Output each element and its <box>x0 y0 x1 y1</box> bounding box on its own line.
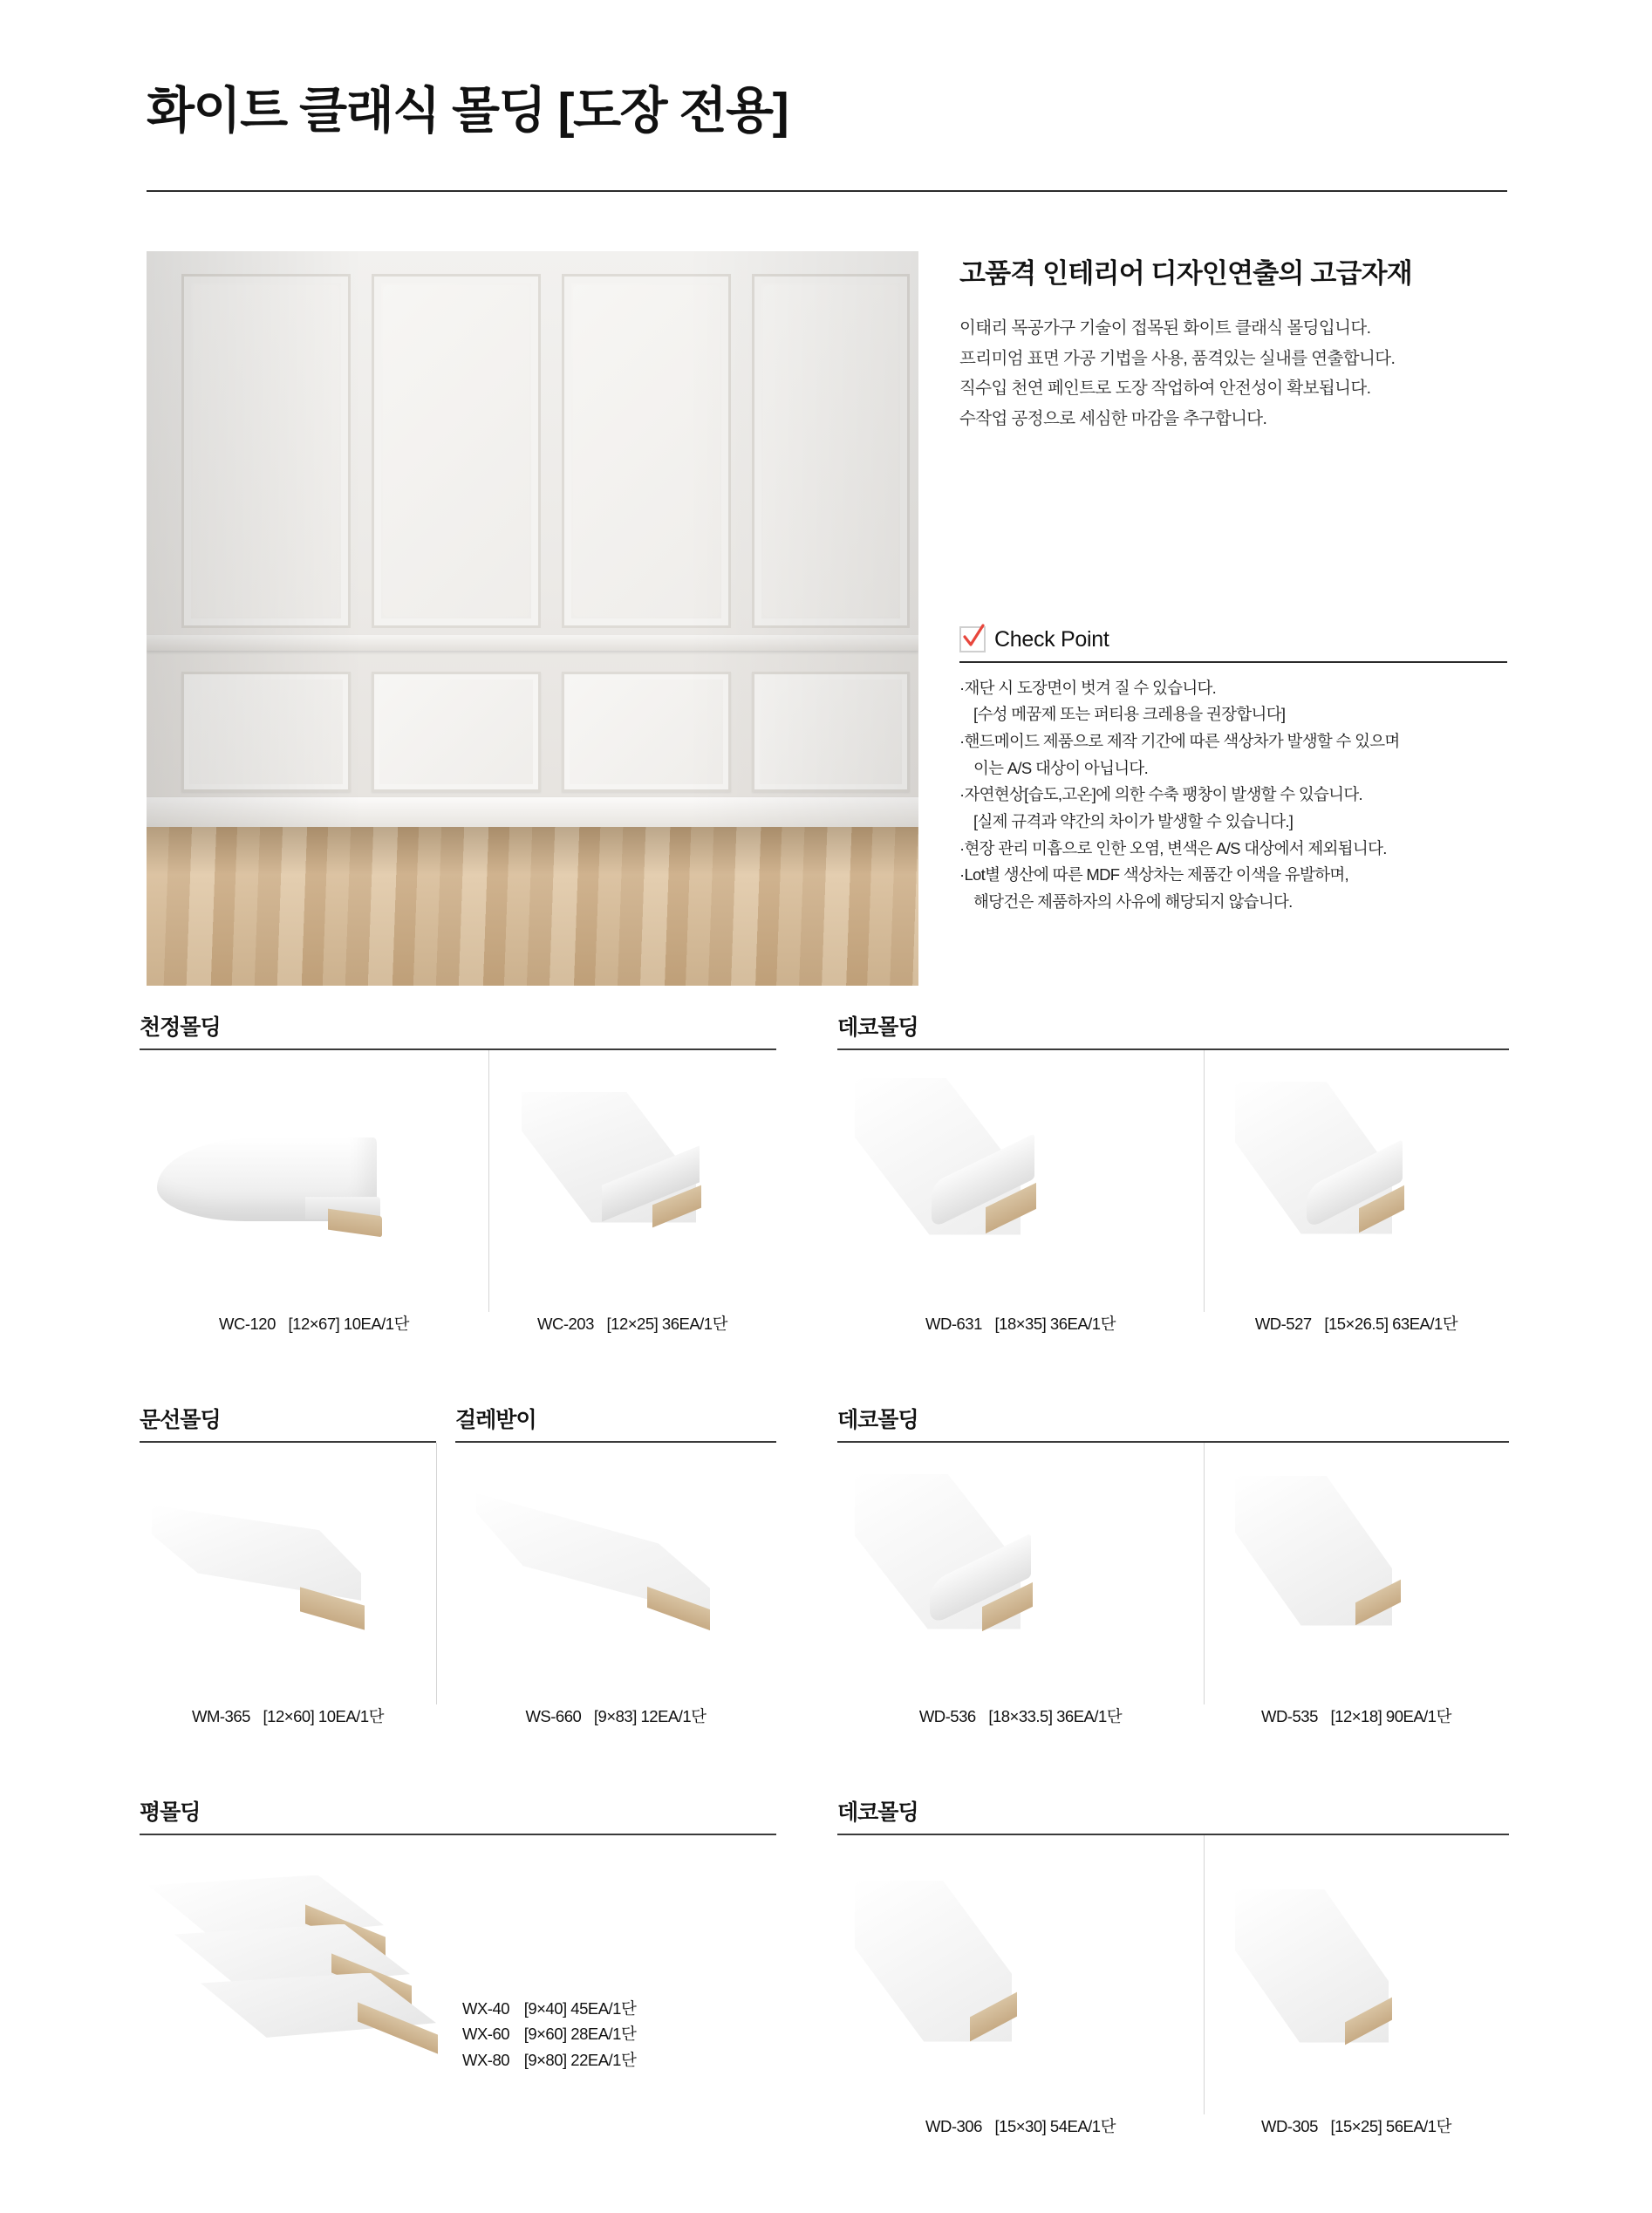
hero-interior-image <box>147 251 918 986</box>
product-spec: [9×80] 22EA/1단 <box>523 2051 637 2070</box>
product-code: WD-631 <box>925 1314 982 1333</box>
section-title: 데코몰딩 <box>837 1800 918 1825</box>
product-cells <box>837 1050 1509 1335</box>
cell-divider <box>436 1443 437 1704</box>
check-point-item: 해당건은 제품하자의 사유에 해당되지 않습니다. <box>973 892 1293 912</box>
check-point-item: [수성 메꿈제 또는 퍼티용 크레용을 권장합니다] <box>973 705 1286 724</box>
product-spec: [15×30] 54EA/1단 <box>994 2116 1116 2135</box>
hero-floor-shading <box>147 827 918 986</box>
product-caption <box>140 1704 436 1727</box>
product-code: WD-535 <box>1261 1706 1318 1725</box>
page-title: 화이트 클래식 몰딩 [도장 전용] <box>147 83 788 139</box>
checkmark-icon <box>959 626 986 652</box>
product-caption <box>455 1704 776 1727</box>
check-point-item: ·재단 시 도장면이 벗겨 질 수 있습니다. <box>959 678 1217 697</box>
product-spec: [18×33.5] 36EA/1단 <box>988 1706 1123 1725</box>
product-caption <box>462 2021 636 2047</box>
product-image <box>140 1443 436 1704</box>
section-baseboard <box>455 1403 776 1727</box>
product-caption <box>140 1312 488 1335</box>
check-point-item: [실제 규격과 약간의 차이가 발생할 수 있습니다.] <box>973 812 1294 831</box>
section-title: 데코몰딩 <box>837 1408 918 1432</box>
section-title: 평몰딩 <box>140 1800 201 1825</box>
product-spec: [9×83] 12EA/1단 <box>593 1706 707 1725</box>
check-point-divider <box>959 661 1507 663</box>
product-code: WC-120 <box>219 1314 276 1333</box>
product-caption <box>837 1312 1204 1335</box>
product-cells <box>837 1835 1509 2137</box>
product-code: WM-365 <box>192 1706 250 1725</box>
product-caption <box>1204 2114 1509 2137</box>
product-cell[interactable] <box>488 1050 776 1335</box>
product-code: WC-203 <box>537 1314 594 1333</box>
title-divider <box>147 190 1507 192</box>
product-caption <box>1204 1312 1509 1335</box>
product-spec: [12×67] 10EA/1단 <box>288 1314 409 1333</box>
product-image <box>140 1050 488 1312</box>
product-caption <box>837 2114 1204 2137</box>
product-code: WD-536 <box>918 1706 976 1725</box>
product-image <box>1204 1050 1509 1312</box>
section-title: 천정몰딩 <box>140 1015 221 1040</box>
product-cell[interactable] <box>1204 1443 1509 1727</box>
product-cell[interactable] <box>140 1050 488 1335</box>
product-cells <box>455 1443 776 1727</box>
intro-block <box>959 251 1507 434</box>
check-point-item: 이는 A/S 대상이 아닙니다. <box>973 758 1149 777</box>
product-caption <box>488 1312 776 1335</box>
section-ceiling-molding <box>140 1010 776 1335</box>
product-image <box>1204 1835 1509 2114</box>
product-cell[interactable] <box>1204 1050 1509 1335</box>
product-caption <box>1204 1704 1509 1727</box>
intro-heading: 고품격 인테리어 디자인연출의 고급자재 <box>959 258 1412 289</box>
section-deco-molding-mid <box>837 1403 1509 1727</box>
product-code: WS-660 <box>525 1706 582 1725</box>
check-point-header <box>959 626 1507 661</box>
product-image <box>488 1050 776 1312</box>
product-caption <box>462 1996 636 2022</box>
product-spec: [9×60] 28EA/1단 <box>523 2025 637 2044</box>
product-code: WD-527 <box>1254 1314 1312 1333</box>
product-cells <box>140 1443 436 1727</box>
product-cells <box>837 1443 1509 1727</box>
intro-line: 이태리 목공가구 기술이 접목된 화이트 클래식 몰딩입니다. <box>959 318 1371 338</box>
product-image <box>140 1835 776 2123</box>
product-cell[interactable] <box>837 1050 1204 1335</box>
check-point-title: Check Point <box>994 626 1109 652</box>
section-deco-molding-bottom <box>837 1795 1509 2137</box>
section-title: 걸레받이 <box>455 1408 536 1432</box>
product-spec: [9×40] 45EA/1단 <box>523 1998 637 2018</box>
product-code: WD-306 <box>925 2116 982 2135</box>
product-code: WX-40 <box>462 1998 510 2018</box>
product-spec: [18×35] 36EA/1단 <box>994 1314 1116 1333</box>
product-spec: [12×25] 36EA/1단 <box>606 1314 727 1333</box>
check-point-item: ·자연현상[습도,고온]에 의한 수축 팽창이 발생할 수 있습니다. <box>959 785 1362 804</box>
product-caption-list <box>462 1996 636 2074</box>
intro-lines <box>959 313 1507 434</box>
hero-wall-shading <box>147 251 918 827</box>
intro-line: 프리미엄 표면 가공 기법을 사용, 품격있는 실내를 연출합니다. <box>959 348 1396 368</box>
product-spec: [15×26.5] 63EA/1단 <box>1324 1314 1458 1333</box>
product-spec: [12×18] 90EA/1단 <box>1330 1706 1451 1725</box>
check-point-item: ·Lot별 생산에 따른 MDF 색상차는 제품간 이색을 유발하며, <box>959 865 1348 885</box>
product-cell[interactable] <box>140 1443 436 1727</box>
product-cells <box>140 1050 776 1335</box>
product-image <box>455 1443 776 1704</box>
product-image <box>1204 1443 1509 1704</box>
product-caption <box>462 2047 636 2073</box>
section-deco-molding-top <box>837 1010 1509 1335</box>
check-point-item: ·핸드메이드 제품으로 제작 기간에 따른 색상차가 발생할 수 있으며 <box>959 731 1400 750</box>
check-point-block <box>959 626 1507 916</box>
check-point-list <box>959 675 1507 916</box>
product-spec: [12×60] 10EA/1단 <box>263 1706 384 1725</box>
product-caption <box>837 1704 1204 1727</box>
product-cell[interactable] <box>1204 1835 1509 2137</box>
check-point-item: ·현장 관리 미흡으로 인한 오염, 변색은 A/S 대상에서 제외됩니다. <box>959 838 1387 857</box>
product-cell[interactable] <box>837 1443 1204 1727</box>
product-code: WX-60 <box>462 2025 510 2044</box>
product-image <box>837 1443 1204 1704</box>
section-door-molding <box>140 1403 436 1727</box>
section-title: 문선몰딩 <box>140 1408 221 1432</box>
product-spec: [15×25] 56EA/1단 <box>1330 2116 1451 2135</box>
product-code: WD-305 <box>1261 2116 1318 2135</box>
product-image <box>837 1050 1204 1312</box>
product-cell[interactable] <box>455 1443 776 1727</box>
intro-line: 직수입 천연 페인트로 도장 작업하여 안전성이 확보됩니다. <box>959 379 1371 399</box>
product-image <box>837 1835 1204 2114</box>
intro-line: 수작업 공정으로 세심한 마감을 추구합니다. <box>959 409 1267 429</box>
section-title: 데코몰딩 <box>837 1015 918 1040</box>
product-code: WX-80 <box>462 2051 510 2070</box>
page-title-block <box>147 84 1507 139</box>
section-flat-molding <box>140 1795 776 2123</box>
product-cell[interactable] <box>837 1835 1204 2137</box>
